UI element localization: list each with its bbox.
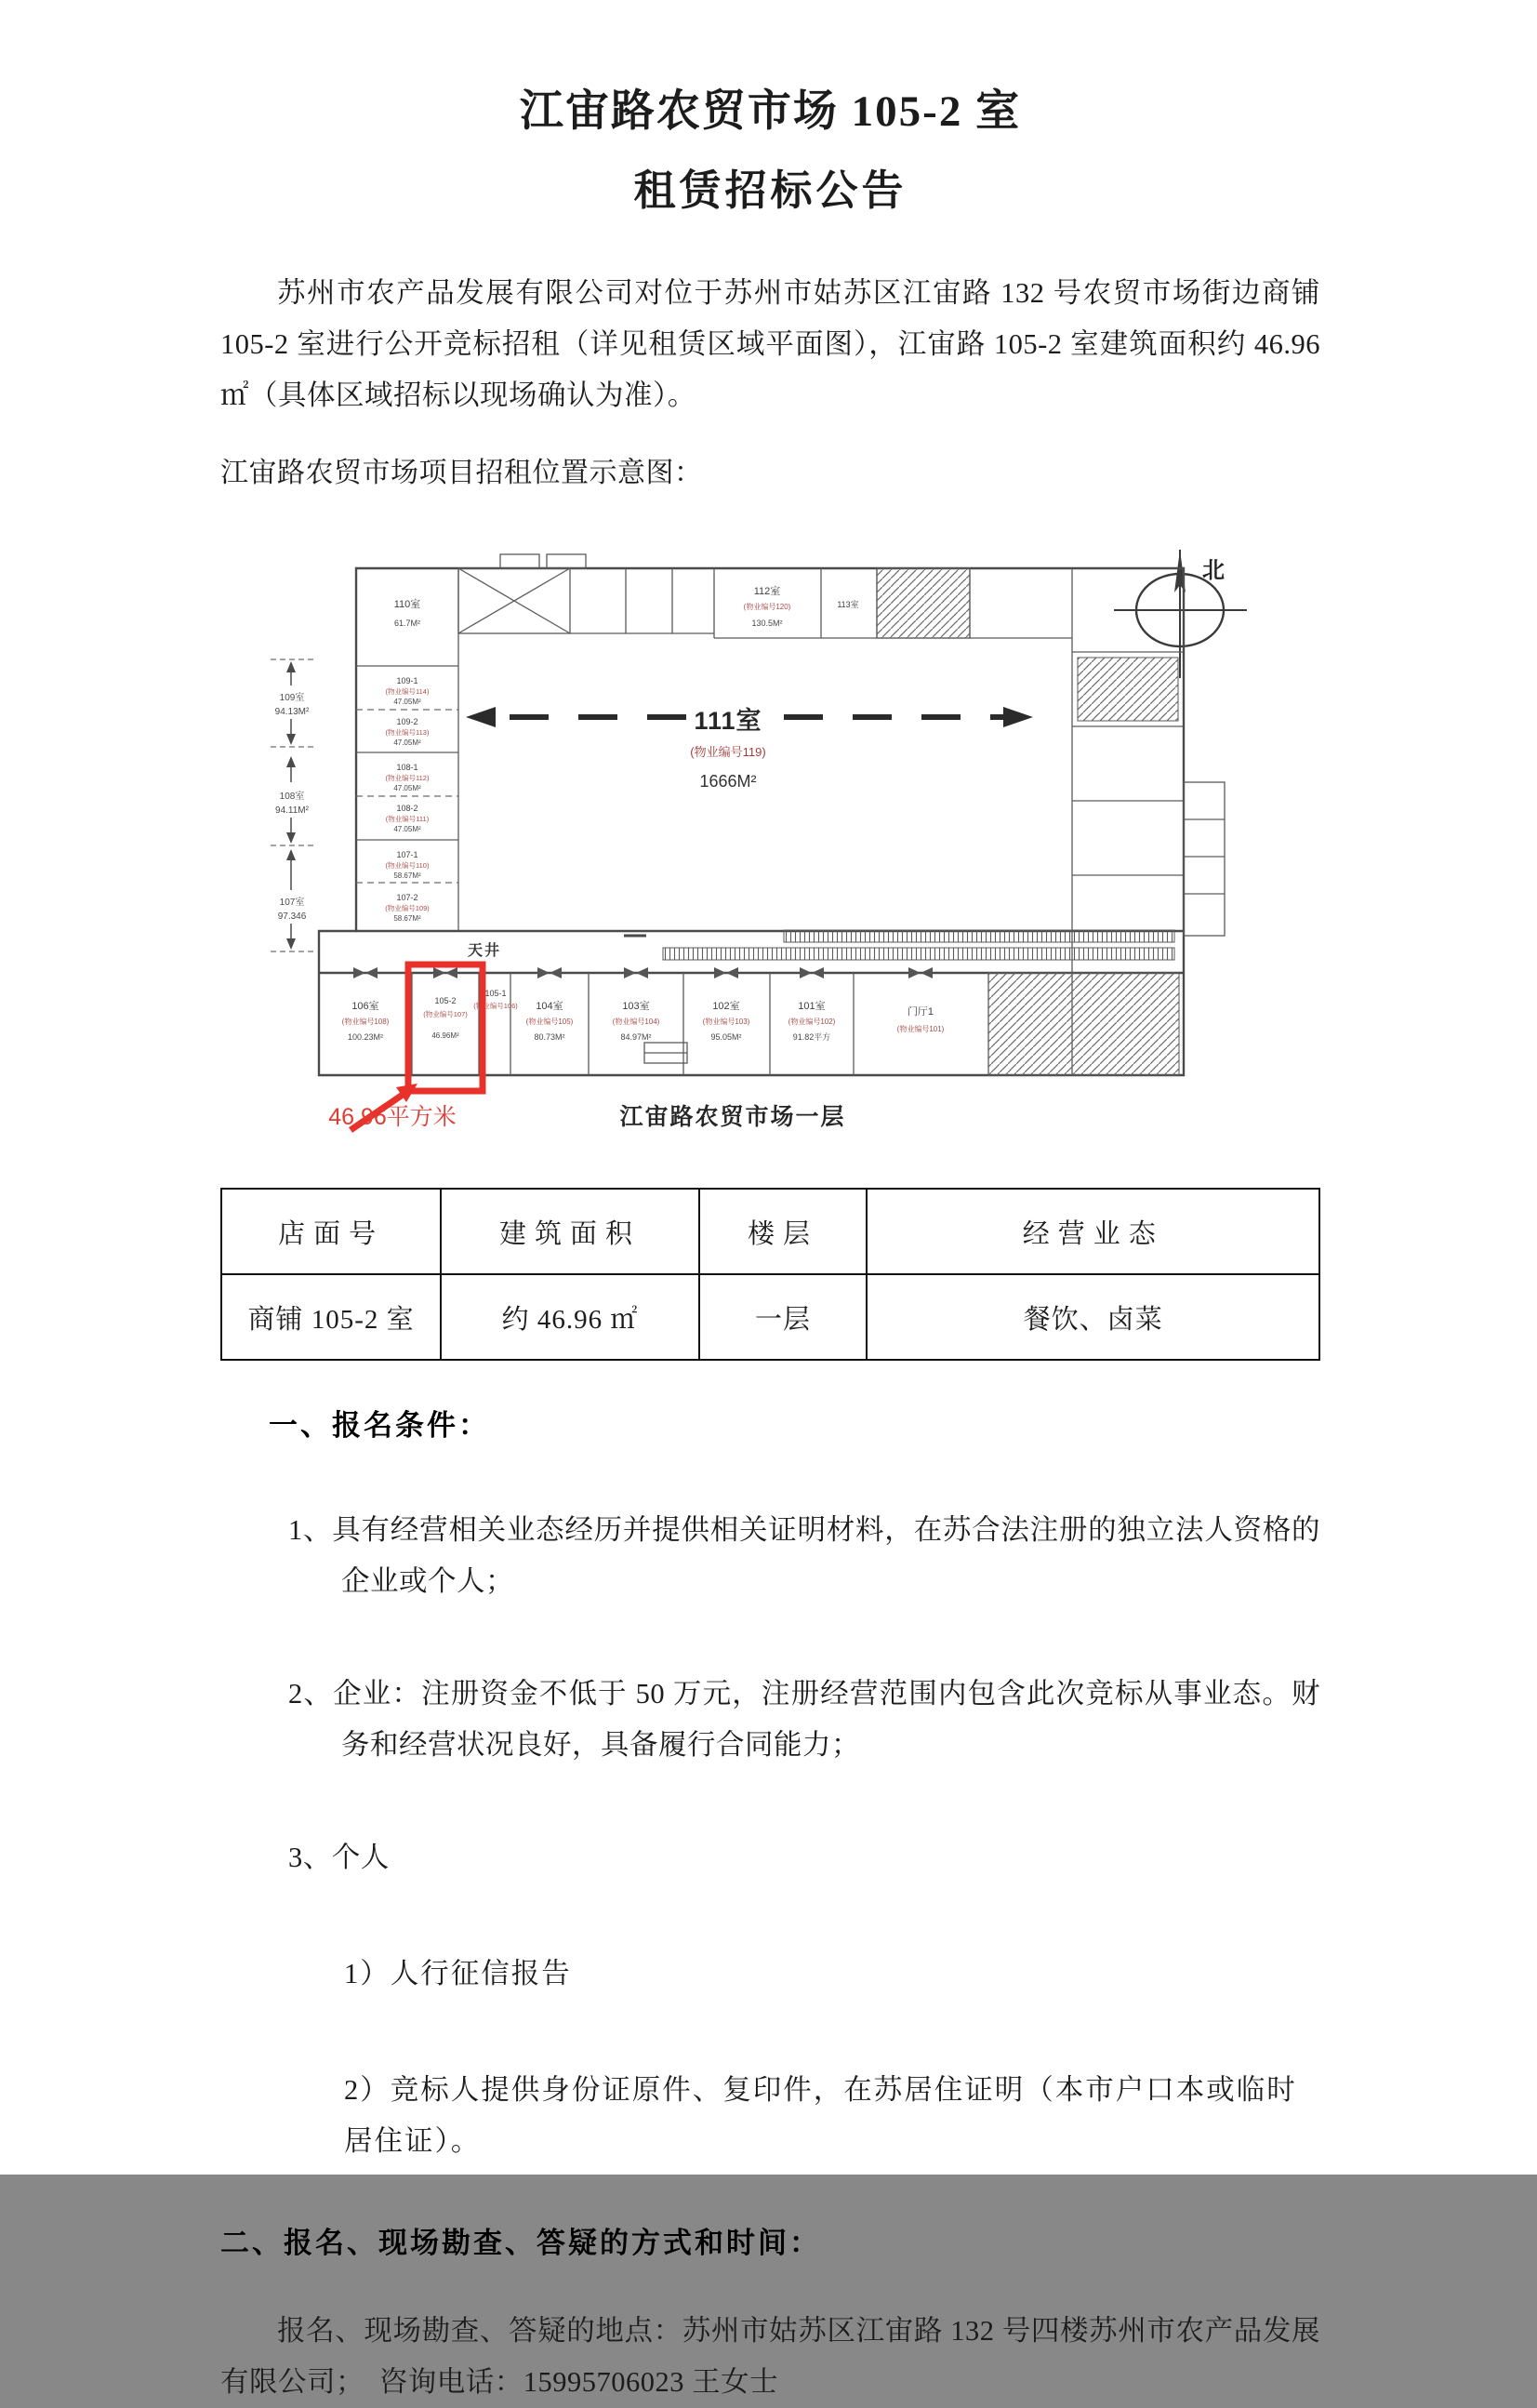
section2-heading: 二、报名、现场勘查、答疑的方式和时间： [220,2227,821,2259]
svg-text:109-2: 109-2 [396,717,418,726]
section1-item3: 3、个人 [288,1842,390,1873]
floor-caption: 江宙路农贸市场一层 [619,1104,846,1130]
svg-text:107-2: 107-2 [396,893,418,902]
svg-text:58.67M²: 58.67M² [393,871,421,880]
cell-floor: 一层 [699,1274,868,1360]
room-110-area: 61.7M² [393,619,421,628]
section2-body: 报名、现场勘查、答疑的地点：苏州市姑苏区江宙路 132 号四楼苏州市农产品发展有限公司； 咨询电话：15995706023 王女士 [220,2315,1320,2398]
svg-text:(物业编号112): (物业编号112) [385,774,430,782]
svg-text:101室: 101室 [798,1001,826,1012]
header-floor: 楼层 [699,1189,868,1274]
central-hall [466,707,1033,791]
svg-text:108-2: 108-2 [396,804,418,813]
svg-text:(物业编号107): (物业编号107) [423,1010,468,1018]
svg-text:(物业编号114): (物业编号114) [385,687,430,696]
room-110-name: 110室 [393,599,421,610]
svg-text:94.11M²: 94.11M² [275,805,309,816]
section1-heading: 一、报名条件： [269,1409,490,1442]
hall-area: 1666M² [699,772,757,791]
floorplan-diagram [263,503,1320,1154]
svg-text:(物业编号111): (物业编号111) [385,815,430,823]
svg-text:80.73M²: 80.73M² [534,1032,565,1042]
svg-text:(物业编号104): (物业编号104) [612,1018,660,1026]
top-room-labels [394,584,859,628]
svg-text:47.05M²: 47.05M² [393,825,421,833]
svg-text:84.97M²: 84.97M² [620,1032,652,1042]
section1-subitem2: 2）竞标人提供身份证原件、复印件，在苏居住证明（本市户口本或临时居住证）。 [344,2074,1297,2157]
svg-text:47.05M²: 47.05M² [393,698,421,706]
svg-text:107-1: 107-1 [396,850,418,859]
svg-text:95.05M²: 95.05M² [710,1032,742,1042]
hall-code: (物业编号119) [690,745,766,759]
cell-business: 餐饮、卤菜 [867,1274,1319,1360]
svg-text:100.23M²: 100.23M² [347,1032,384,1042]
north-label: 北 [1202,558,1225,583]
intro-paragraph: 苏州市农产品发展有限公司对位于苏州市姑苏区江宙路 132 号农贸市场街边商铺 105-2 室进行公开竞标招租（详见租赁区域平面图），江宙路 105-2 室建筑面积约 46.96 ㎡（具体区域招标以现场确认为准）。 [220,277,1320,411]
header-business: 经营业态 [867,1189,1319,1274]
svg-text:105-2: 105-2 [434,996,457,1005]
svg-text:(物业编号103): (物业编号103) [702,1018,750,1026]
section1-item1: 1、具有经营相关业态经历并提供相关证明材料，在苏合法注册的独立法人资格的企业或个人； [288,1514,1320,1597]
svg-text:58.67M²: 58.67M² [393,914,421,923]
left-dimension-labels [271,659,314,951]
table-row [221,1274,1319,1360]
svg-text:(物业编号102): (物业编号102) [788,1018,836,1026]
svg-text:(物业编号108): (物业编号108) [341,1018,390,1026]
svg-text:(物业编号105): (物业编号105) [525,1018,574,1026]
svg-text:(物业编号113): (物业编号113) [385,728,430,737]
header-shop-no: 店面号 [221,1189,441,1274]
hall-name: 111室 [694,707,762,735]
left-room-labels [385,676,430,923]
highlight-area-label: 46.96平方米 [328,1104,457,1130]
svg-text:108-1: 108-1 [396,763,418,772]
room-112-name: 112室 [753,586,781,597]
svg-text:(物业编号109): (物业编号109) [385,904,430,912]
page-subtitle: 租赁招标公告 [633,167,908,214]
svg-text:97.346: 97.346 [277,911,307,922]
section1-subitem1: 1）人行征信报告 [344,1958,572,1989]
diagram-caption: 江宙路农贸市场项目招租位置示意图： [220,458,703,488]
unit-info-table [220,1188,1320,1361]
header-area: 建筑面积 [441,1189,699,1274]
courtyard-strips [624,930,1174,960]
svg-text:107室: 107室 [279,898,305,908]
svg-text:(物业编号106): (物业编号106) [473,1002,518,1010]
svg-text:46.96M²: 46.96M² [431,1031,459,1040]
svg-text:109-1: 109-1 [396,676,418,685]
svg-text:102室: 102室 [712,1001,740,1012]
svg-text:门厅1: 门厅1 [907,1006,934,1018]
section1-item2: 2、企业：注册资金不低于 50 万元，注册经营范围内包含此次竞标从事业态。财务和经营状况良好，具备履行合同能力； [288,1678,1320,1761]
svg-text:108室: 108室 [279,792,305,802]
cell-area: 约 46.96 ㎡ [441,1274,699,1360]
room-112-area: 130.5M² [751,619,783,628]
page-title: 江宙路农贸市场 105-2 室 [519,87,1022,136]
room-113-name: 113室 [837,600,859,609]
svg-text:94.13M²: 94.13M² [274,707,310,717]
svg-text:(物业编号101): (物业编号101) [896,1025,945,1033]
svg-text:106室: 106室 [351,1001,379,1012]
svg-text:47.05M²: 47.05M² [393,738,421,747]
table-header-row [221,1189,1319,1274]
courtyard-label: 天井 [467,943,502,959]
svg-text:109室: 109室 [279,693,305,703]
svg-text:104室: 104室 [536,1001,563,1012]
svg-text:91.82平方: 91.82平方 [792,1032,831,1042]
room-112-code: (物业编号120) [743,603,791,611]
svg-text:(物业编号110): (物业编号110) [385,861,430,870]
svg-text:103室: 103室 [622,1001,650,1012]
svg-text:105-1: 105-1 [484,989,507,998]
svg-text:47.05M²: 47.05M² [393,784,421,792]
cell-shop-no: 商铺 105-2 室 [221,1274,441,1360]
